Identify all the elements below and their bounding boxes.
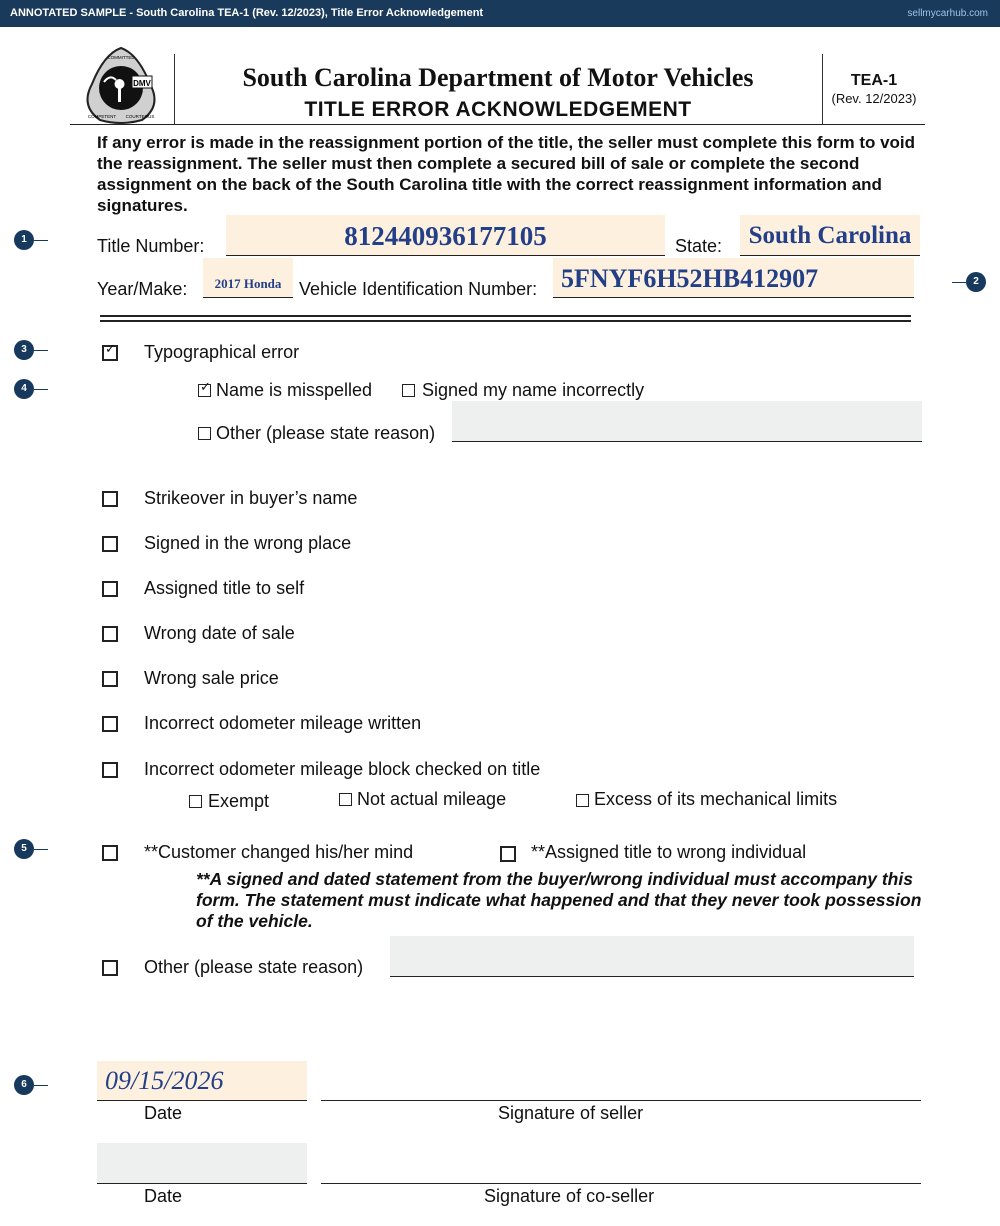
vin-field[interactable]: 5FNYF6H52HB412907 [561, 264, 819, 293]
form-number: TEA-1 [850, 72, 898, 89]
coseller-signature-line[interactable] [321, 1183, 921, 1184]
marker-2-line [952, 282, 966, 283]
header-divider-right [822, 54, 823, 124]
date-field[interactable]: 09/15/2026 [105, 1066, 224, 1095]
agency-name: South Carolina Department of Motor Vehicles [242, 63, 754, 92]
marker-3: 3 [14, 340, 34, 360]
intro-text: If any error is made in the reassignment portion of the title, the seller must complete this form to void the reassignment. The seller must then complete a secured bill of sale or complete the second assignment on the back of the South Carolina title with the correct reassignment information and signatures. [97, 133, 916, 215]
assigned-self-checkbox[interactable] [102, 581, 118, 597]
section-rule-top [100, 315, 911, 317]
signed-incorrectly-label: Signed my name incorrectly [422, 380, 645, 400]
banner-site-link[interactable]: sellmycarhub.com [907, 8, 988, 19]
strikeover-label: Strikeover in buyer’s name [144, 488, 358, 508]
marker-5: 5 [14, 839, 34, 859]
header-divider-left [174, 54, 175, 124]
form-title: TITLE ERROR ACKNOWLEDGEMENT [304, 98, 692, 121]
title-number-label: Title Number: [97, 236, 205, 256]
wrong-price-label: Wrong sale price [144, 668, 279, 688]
check-mark-icon: ✓ [105, 341, 116, 356]
header-rule [70, 124, 925, 125]
annotation-banner [0, 0, 1000, 27]
not-actual-checkbox[interactable] [339, 793, 352, 806]
date2-label: Date [144, 1186, 183, 1206]
assigned-self-label: Assigned title to self [144, 578, 305, 598]
other-reason-label: Other (please state reason) [144, 957, 364, 977]
state-label: State: [675, 236, 723, 256]
banner-title: ANNOTATED SAMPLE - South Carolina TEA-1 (Rev. 12/2023), Title Error Acknowledgement [10, 7, 484, 19]
date-label: Date [144, 1103, 183, 1123]
year-make-underline [203, 297, 293, 298]
vin-label: Vehicle Identification Number: [299, 279, 538, 299]
name-misspelled-label: Name is misspelled [216, 380, 373, 400]
wrong-date-checkbox[interactable] [102, 626, 118, 642]
logo-top: COMMITTED [107, 55, 135, 60]
logo-left: COMPETENT [87, 114, 117, 119]
odometer-block-checkbox[interactable] [102, 762, 118, 778]
date2-underline [97, 1183, 307, 1184]
logo-right: COURTEOUS [125, 114, 155, 119]
marker-2: 2 [966, 272, 986, 292]
seller-signature-label: Signature of seller [498, 1103, 644, 1123]
section-rule-bottom [100, 320, 911, 322]
exempt-label: Exempt [208, 791, 270, 811]
not-actual-label: Not actual mileage [357, 789, 507, 809]
wrong-individual-checkbox[interactable] [500, 846, 516, 862]
odometer-written-label: Incorrect odometer mileage written [144, 713, 422, 733]
title-number-underline [226, 255, 665, 256]
year-make-label: Year/Make: [97, 279, 188, 299]
marker-1-line [34, 240, 48, 241]
form-revision: (Rev. 12/2023) [831, 91, 917, 106]
name-misspelled-checkbox[interactable] [198, 379, 211, 397]
marker-1: 1 [14, 230, 34, 250]
marker-3-line [34, 350, 48, 351]
strikeover-checkbox[interactable] [102, 491, 118, 507]
excess-limits-label: Excess of its mechanical limits [594, 789, 838, 809]
other-reason-field[interactable] [390, 936, 914, 976]
title-number-field[interactable]: 812440936177105 [344, 221, 547, 251]
other-typo-label: Other (please state reason) [216, 423, 436, 443]
other-typo-underline [452, 441, 922, 442]
exempt-checkbox[interactable] [189, 795, 202, 808]
logo-mark: DMV [133, 79, 151, 88]
wrong-individual-label: **Assigned title to wrong individual [531, 842, 807, 862]
vin-underline [553, 297, 914, 298]
date-underline [97, 1100, 307, 1101]
other-reason-underline [390, 976, 914, 977]
date2-field[interactable] [97, 1143, 307, 1183]
typographical-error-checkbox[interactable] [102, 341, 118, 361]
typographical-error-label: Typographical error [144, 342, 300, 362]
marker-4: 4 [14, 379, 34, 399]
changed-mind-checkbox[interactable] [102, 845, 118, 861]
marker-6-line [34, 1085, 48, 1086]
statement-note: **A signed and dated statement from the buyer/wrong individual must accompany this form. The statement must indicate what happened and that they never took possession of the vehicle. [196, 869, 922, 931]
odometer-written-checkbox[interactable] [102, 716, 118, 732]
marker-6: 6 [14, 1075, 34, 1095]
signed-incorrectly-checkbox[interactable] [402, 384, 415, 397]
seller-signature-line[interactable] [321, 1100, 921, 1101]
year-make-field[interactable]: 2017 Honda [214, 276, 282, 291]
dmv-logo-icon [80, 46, 162, 124]
coseller-signature-label: Signature of co-seller [484, 1186, 655, 1206]
excess-limits-checkbox[interactable] [576, 794, 589, 807]
other-typo-field[interactable] [452, 401, 922, 441]
changed-mind-label: **Customer changed his/her mind [144, 842, 414, 862]
wrong-price-checkbox[interactable] [102, 671, 118, 687]
wrong-date-label: Wrong date of sale [144, 623, 295, 643]
other-reason-checkbox[interactable] [102, 960, 118, 976]
state-field[interactable]: South Carolina [748, 222, 912, 249]
wrong-place-label: Signed in the wrong place [144, 533, 352, 553]
state-underline [740, 255, 920, 256]
wrong-place-checkbox[interactable] [102, 536, 118, 552]
other-typo-checkbox[interactable] [198, 427, 211, 440]
marker-4-line [34, 389, 48, 390]
marker-5-line [34, 849, 48, 850]
check-mark-icon: ✓ [200, 379, 211, 394]
odometer-block-label: Incorrect odometer mileage block checked on title [144, 759, 541, 779]
